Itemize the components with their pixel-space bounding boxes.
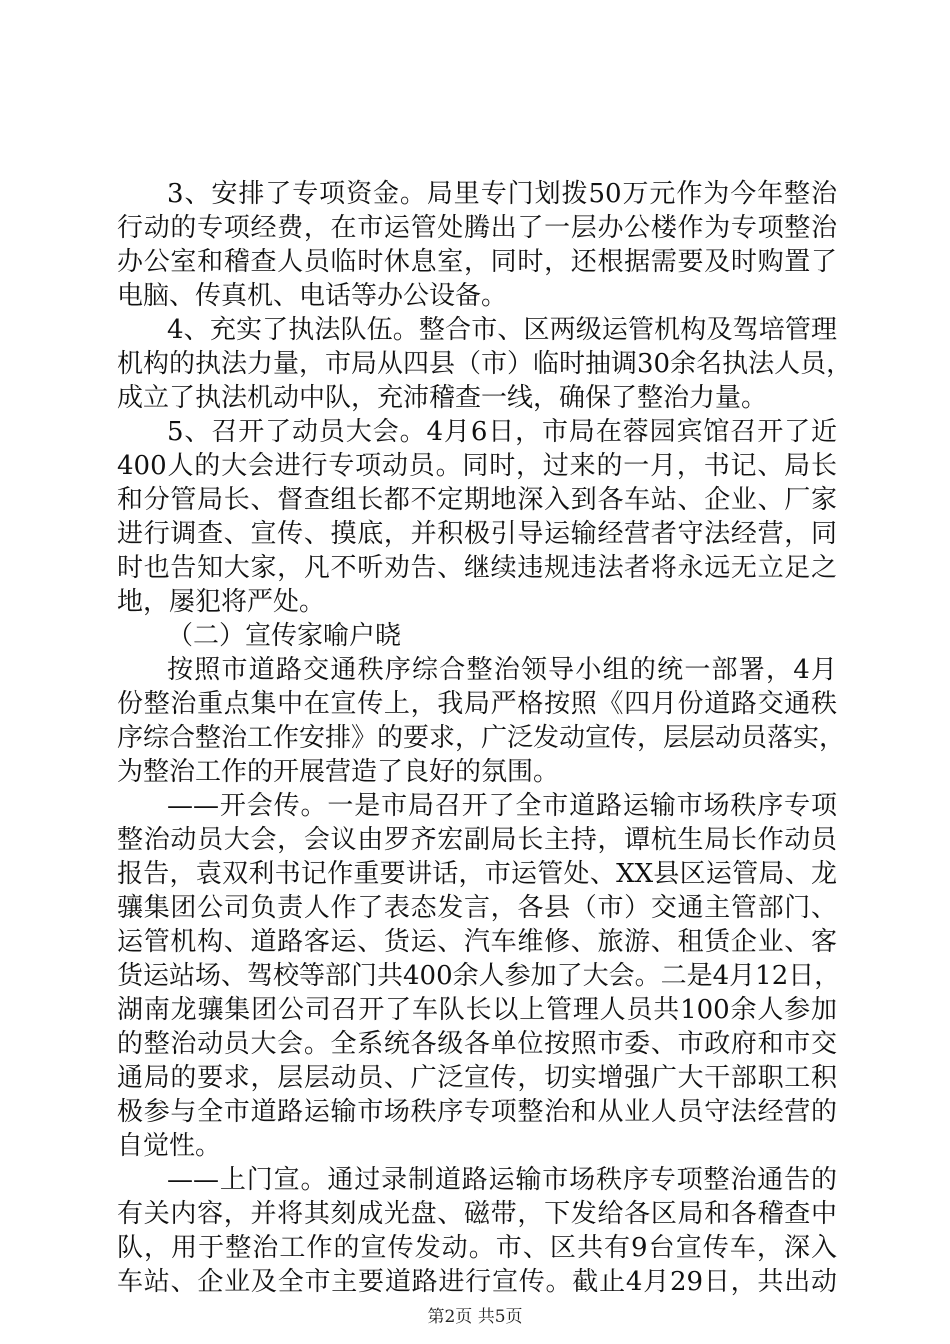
text-line: 机构的执法力量，市局从四县（市）临时抽调30余名执法人员， [117,349,853,379]
text-line: 办公室和稽查人员临时休息室，同时，还根据需要及时购置了 [117,247,837,277]
text-line: 极参与全市道路运输市场秩序专项整治和从业人员守法经营的 [117,1097,837,1127]
text-line: 3、安排了专项资金。局里专门划拨50万元作为今年整治 [167,179,837,209]
text-line: 时也告知大家，凡不听劝告、继续违规违法者将永远无立足之 [117,553,837,583]
page-number-footer: 第2页 共5页 [427,1307,523,1327]
text-line: 自觉性。 [117,1131,222,1161]
section-heading: （二）宣传家喻户晓 [167,621,402,651]
text-line: 运管机构、道路客运、货运、汽车维修、旅游、租赁企业、客 [117,927,837,957]
text-line: 成立了执法机动中队，充沛稽查一线，确保了整治力量。 [117,383,768,413]
text-line: 为整治工作的开展营造了良好的氛围。 [117,757,560,787]
text-line: 5、召开了动员大会。4月6日，市局在蓉园宾馆召开了近 [167,417,837,447]
text-line: 400人的大会进行专项动员。同时，过来的一月，书记、局长 [117,451,837,481]
text-line: 货运站场、驾校等部门共400余人参加了大会。二是4月12日， [117,961,841,991]
text-line: 有关内容，并将其刻成光盘、磁带，下发给各区局和各稽查中 [117,1199,837,1229]
text-line: 整治动员大会，会议由罗齐宏副局长主持，谭杭生局长作动员 [117,825,837,855]
text-line: 队，用于整治工作的宣传发动。市、区共有9台宣传车，深入 [117,1233,837,1263]
text-line: 和分管局长、督查组长都不定期地深入到各车站、企业、厂家 [117,485,837,515]
text-line: 报告，袁双利书记作重要讲话，市运管处、XX县区运管局、龙 [117,859,837,889]
text-line: 骧集团公司负责人作了表态发言，各县（市）交通主管部门、 [117,893,837,923]
text-line: ——上门宣。通过录制道路运输市场秩序专项整治通告的 [167,1165,837,1195]
text-line: 电脑、传真机、电话等办公设备。 [117,281,508,311]
text-line: 4、充实了执法队伍。整合市、区两级运管机构及驾培管理 [167,315,837,345]
text-line: 车站、企业及全市主要道路进行宣传。截止4月29日，共出动 [117,1267,837,1297]
text-line: 序综合整治工作安排》的要求，广泛发动宣传，层层动员落实， [117,723,846,753]
text-line: 湖南龙骧集团公司召开了车队长以上管理人员共100余人参加 [117,995,837,1025]
text-line: 行动的专项经费，在市运管处腾出了一层办公楼作为专项整治 [117,213,837,243]
text-line: 地，屡犯将严处。 [117,587,326,617]
text-line: 份整治重点集中在宣传上，我局严格按照《四月份道路交通秩 [117,689,837,719]
text-line: 通局的要求，层层动员、广泛宣传，切实增强广大干部职工积 [117,1063,837,1093]
text-line: 进行调查、宣传、摸底，并积极引导运输经营者守法经营，同 [117,519,837,549]
text-line: ——开会传。一是市局召开了全市道路运输市场秩序专项 [167,791,837,821]
text-line: 的整治动员大会。全系统各级各单位按照市委、市政府和市交 [117,1029,837,1059]
text-line: 按照市道路交通秩序综合整治领导小组的统一部署，4月 [167,655,837,685]
